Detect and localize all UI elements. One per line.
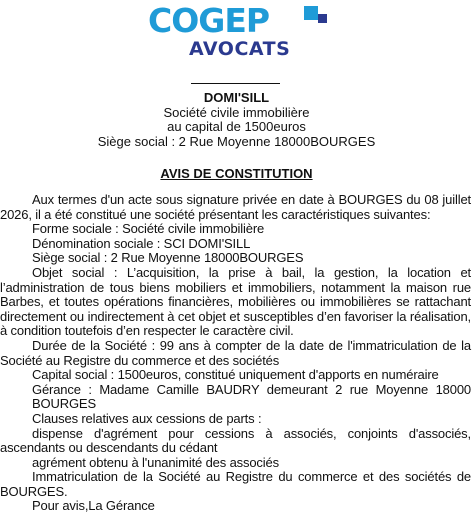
company-header	[0, 91, 473, 149]
company-capital: au capital de 1500euros	[167, 119, 306, 134]
paragraph: Forme sociale : Société civile immobilière	[32, 221, 265, 237]
logo-square-small	[318, 14, 327, 23]
paragraph: dispense d'agrément pour cessions à associés, conjoints d'associés, ascendants ou descendants du cédant	[0, 425, 471, 456]
logo-brand-text: COGEP	[148, 1, 270, 40]
notice-title: AVIS DE CONSTITUTION	[160, 166, 313, 181]
paragraph: Immatriculation de la Société au Registre du commerce et des sociétés de BOURGES.	[0, 469, 471, 499]
paragraph: Siège social : 2 Rue Moyenne 18000BOURGES	[32, 250, 304, 266]
paragraph: Clauses relatives aux cessions de parts :	[32, 410, 262, 426]
notice-body	[0, 193, 471, 514]
company-name: DOMI'SILL	[203, 90, 270, 105]
paragraph: agrément obtenu à l'unanimité des associés	[32, 454, 279, 470]
paragraph: Capital social : 1500euros, constitué uniquement d'apports en numéraire	[32, 367, 439, 383]
divider	[191, 83, 280, 84]
paragraph: Objet social : L’acquisition, la prise à bail, la gestion, la location et l’administration de tous biens mobiliers et immobiliers, notamment la maison rue Barbes, et toutes opérations financières, mobilières ou immobilières se rattachant directement ou indirectement à cet objet et susceptibles d’en favoriser la réalisation, à condition toutefois d’en respecter le caractère civil.	[0, 264, 471, 339]
company-address: Siège social : 2 Rue Moyenne 18000BOURGES	[97, 133, 376, 149]
cogep-logo	[0, 1, 473, 64]
paragraph: Gérance : Madame Camille BAUDRY demeurant 2 rue Moyenne 18000 BOURGES	[32, 381, 471, 412]
logo-squares-icon	[304, 6, 328, 30]
logo-square-large	[304, 6, 318, 20]
paragraph: Durée de la Société : 99 ans à compter de la date de l'immatriculation de la Société au Registre du commerce et des sociétés	[0, 337, 471, 368]
paragraph: Aux termes d'un acte sous signature privée en date à BOURGES du 08 juillet 2026, il a été constitué une société présentant les caractéristiques suivantes:	[0, 192, 471, 222]
company-form: Société civile immobilière	[163, 104, 310, 120]
logo-subtitle: AVOCATS	[189, 38, 291, 60]
paragraph: Dénomination sociale : SCI DOMI'SILL	[32, 235, 251, 251]
paragraph: Pour avis,La Gérance	[32, 498, 155, 514]
